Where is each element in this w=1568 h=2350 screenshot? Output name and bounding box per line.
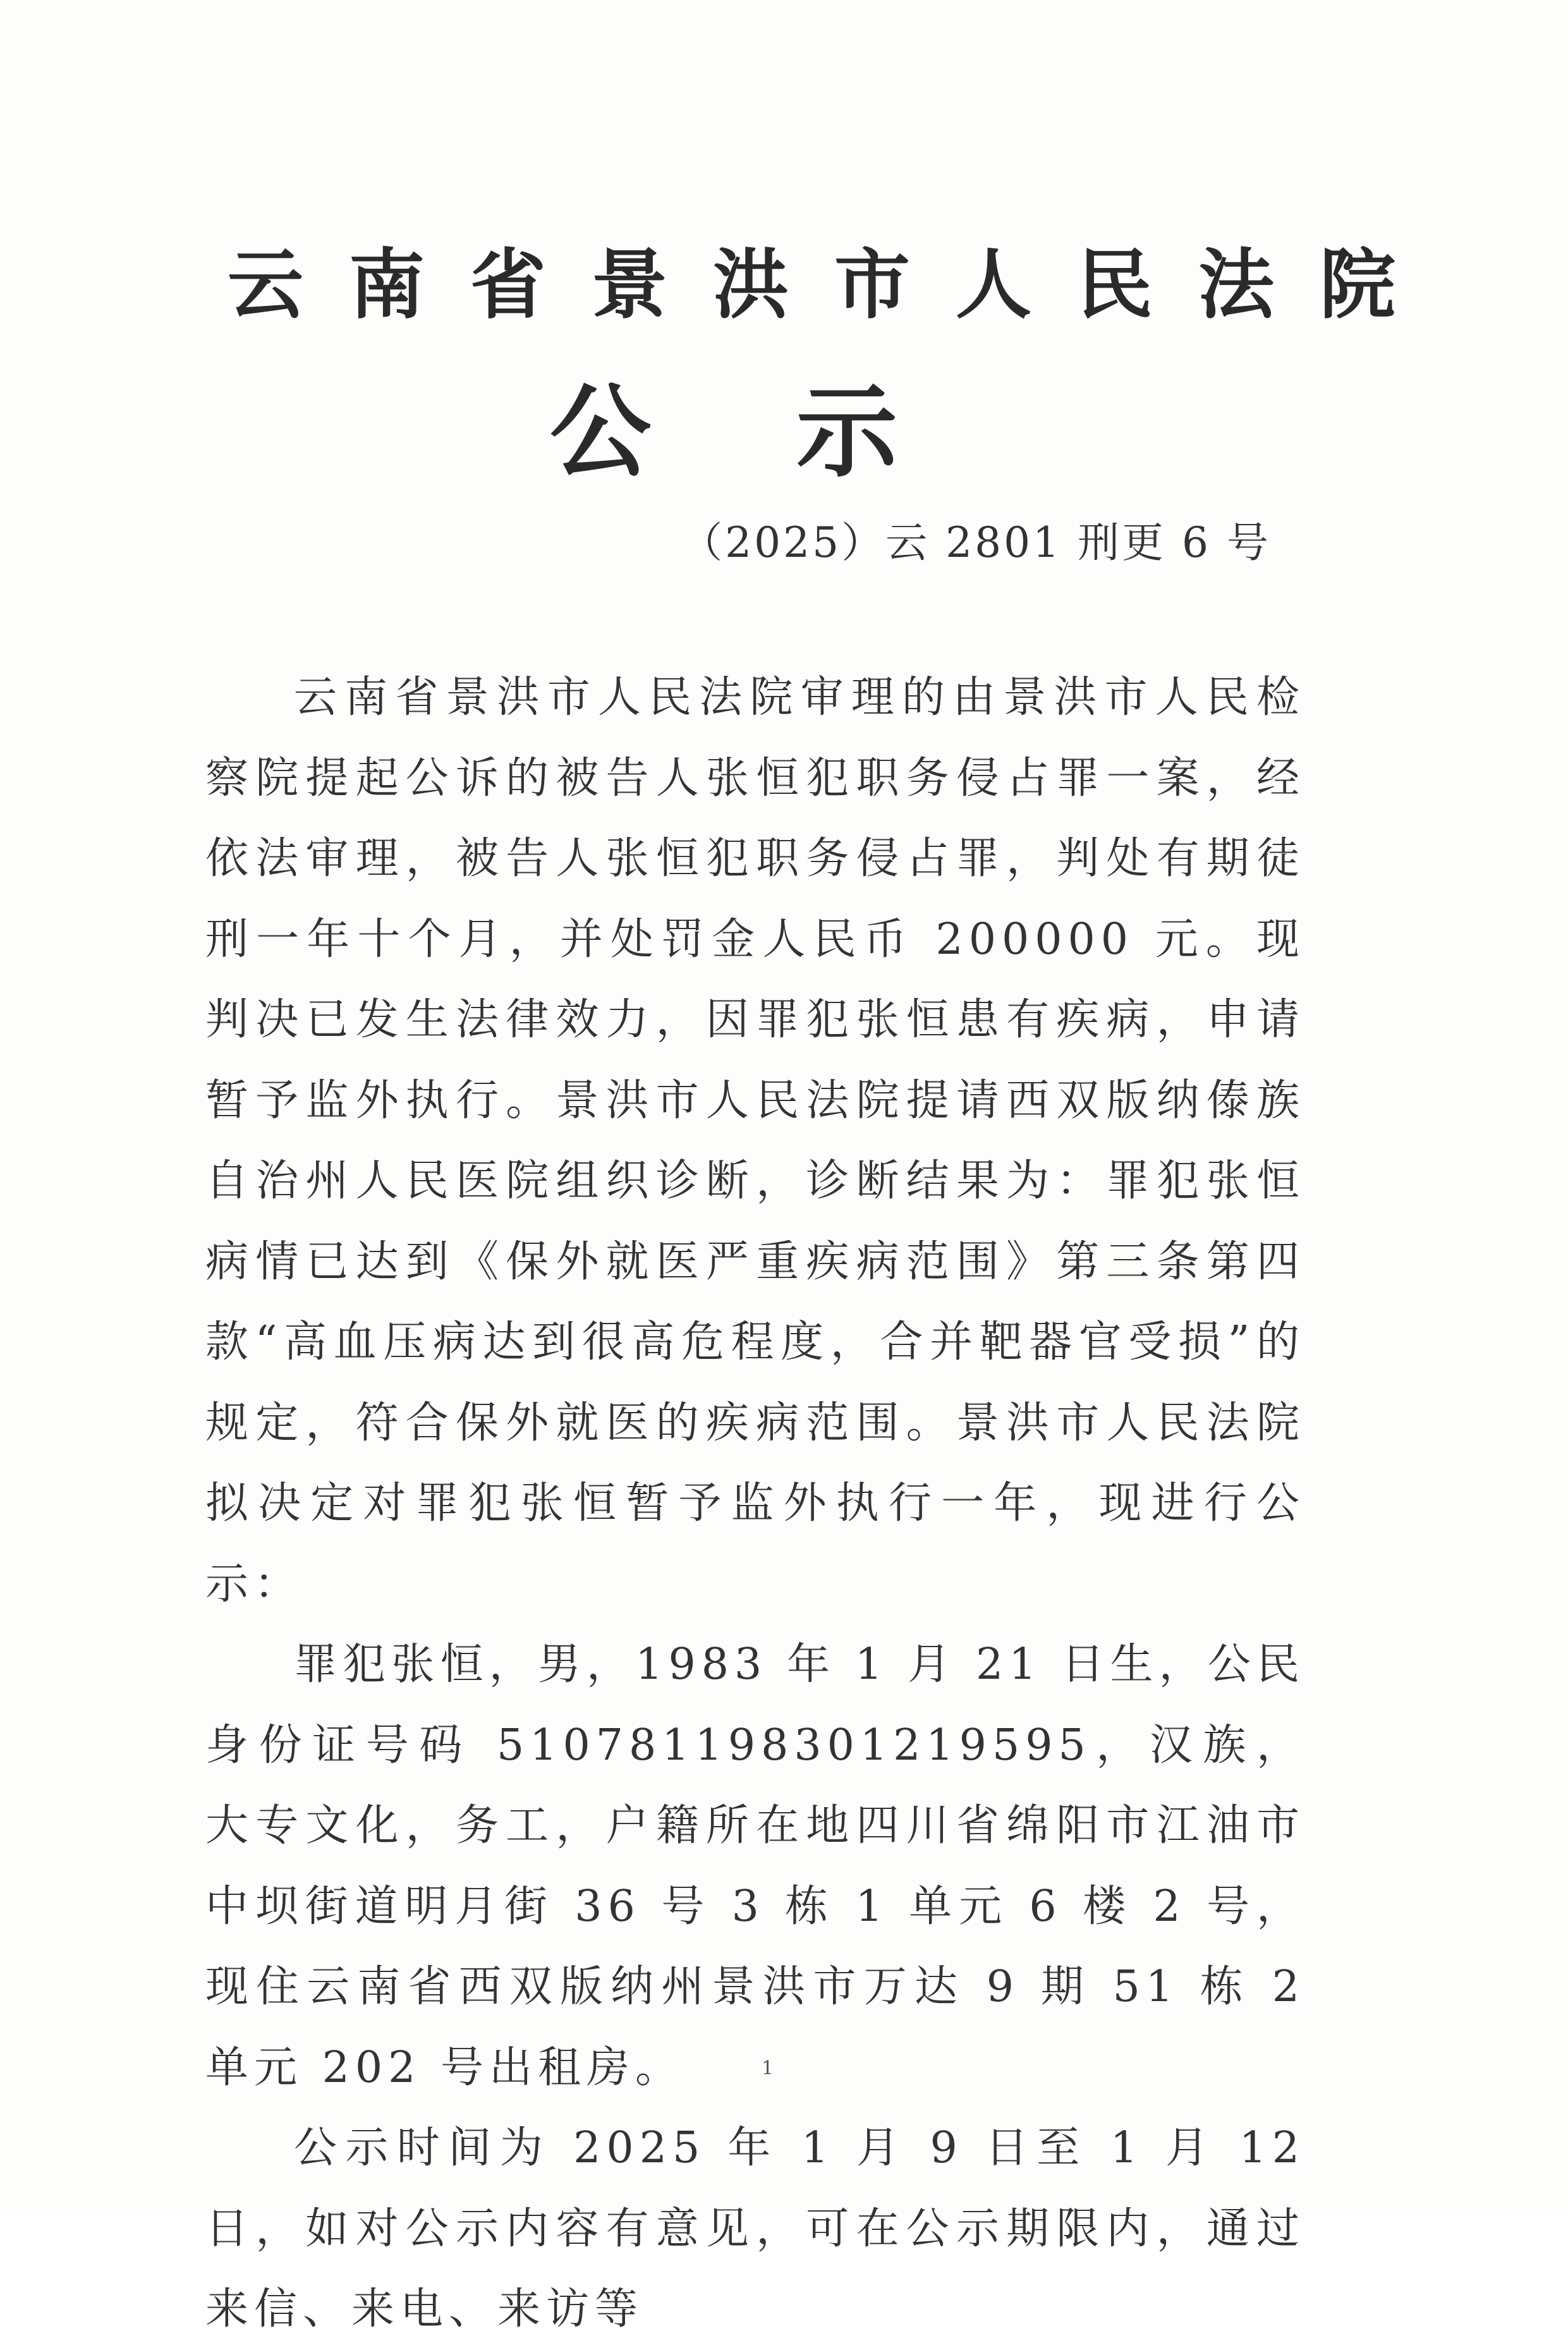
paragraph-criminal-info: 罪犯张恒，男，1983 年 1 月 21 日生，公民身份证号码 510781198301219595，汉族，大专文化，务工，户籍所在地四川省绵阳市江油市中坝街道明月街 36 号 3 栋 1 单元 6 楼 2 号，现住云南省西双版纳州景洪市万达 9 期 51 栋 2 单元 202 号出租房。 — [205, 1640, 1305, 2093]
court-name-heading: 云南省景洪市人民法院 — [228, 240, 1441, 329]
page-number: 1 — [762, 2057, 774, 2079]
notice-body — [205, 657, 1305, 2350]
case-number: （2025）云 2801 刑更 6 号 — [681, 518, 1271, 567]
paragraph-case-summary: 云南省景洪市人民法院审理的由景洪市人民检察院提起公诉的被告人张恒犯职务侵占罪一案，经依法审理，被告人张恒犯职务侵占罪，判处有期徒刑一年十个月，并处罚金人民币 200000 元。现判决已发生法律效力，因罪犯张恒患有疾病，申请暂予监外执行。景洪市人民法院提请西双版纳傣族自治州人民医院组织诊断，诊断结果为：罪犯张恒病情已达到《保外就医严重疾病范围》第三条第四款“高血压病达到很高危程度，合并靶器官受损”的规定，符合保外就医的疾病范围。景洪市人民法院拟决定对罪犯张恒暂予监外执行一年，现进行公示： — [205, 673, 1305, 1609]
paragraph-notice-period: 公示时间为 2025 年 1 月 9 日至 1 月 12 日，如对公示内容有意见，可在公示期限内，通过来信、来电、来访等 — [205, 2123, 1305, 2334]
document-type-title: 公示 — [550, 372, 1043, 491]
